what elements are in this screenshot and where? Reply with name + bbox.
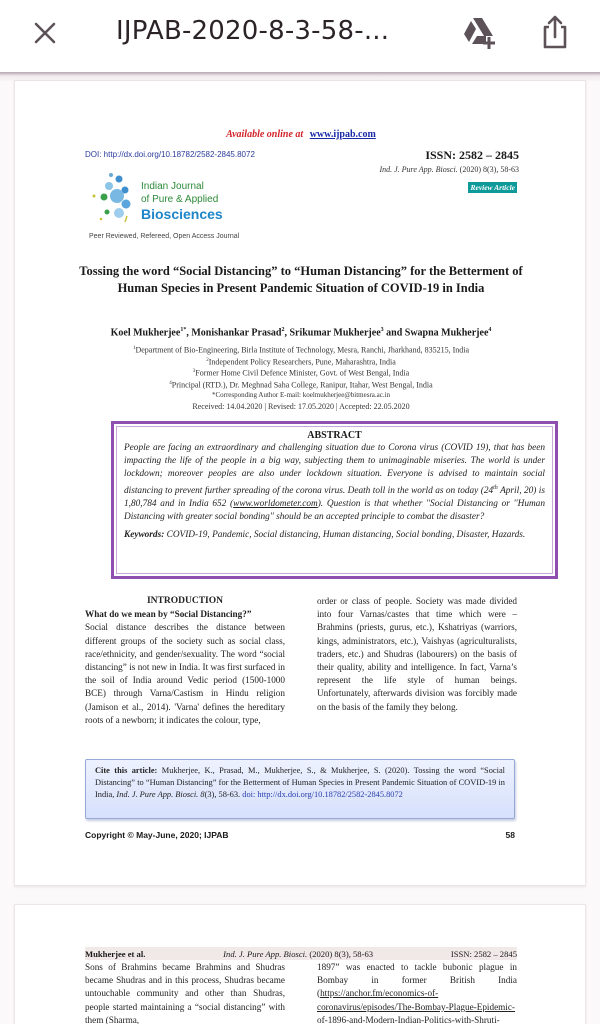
app-bar-shadow — [0, 72, 600, 82]
doi-text[interactable]: DOI: http://dx.doi.org/10.18782/2582-2845.8072 — [85, 150, 255, 159]
abstract-text-part: April, 20) is 1,80,784 and in India 652 ( — [124, 485, 545, 509]
running-journal-detail: (2020) 8(3), 58-63 — [307, 948, 374, 959]
abstract-heading: ABSTRACT — [307, 430, 362, 441]
author-sup: 2 — [281, 327, 285, 333]
paper-title: Tossing the word “Social Distancing” to “Human Distancing” for the Betterment of Human Species in Present Pandemic Situation of COVID-19 in India — [79, 264, 523, 295]
logo-dots-icon — [89, 169, 135, 225]
author-list — [55, 327, 547, 338]
abstract-sup: th — [493, 484, 498, 491]
review-article-badge: Review Article — [470, 183, 515, 192]
intro-right-text: order or class of people. Society was made divided into four Varnas/castes that time which were – Brahmins (priests, gurus, etc.), Kshatriyas (warriors, kings, administrators, etc.), Vaishyas (agriculturalists, traders, etc.) and Shudras (labourers) on the basis of their quality, ability and intelligence. In fact, Varna’s represent the life style of human beings. Unfortunately, afterwards division was forcibly made on the basis of the family they belong. — [317, 596, 517, 712]
cite-text: Mukherjee, K., Prasad, M., Mukherjee, S., & Mukherjee, S. (2020). Tossing the word “Social Distancing” to “Human Distancing” for the Betterment of Human Species in Present Pandemic Situation of COVID-19 in India, — [95, 766, 505, 799]
journal-name: Ind. J. Pure App. Biosci. — [379, 165, 458, 174]
affiliation-sup: 4 — [169, 381, 172, 386]
author-sup: 3 — [380, 327, 384, 333]
intro-right-column — [317, 595, 517, 714]
keywords — [124, 529, 545, 542]
affiliation-text: Principal (RTD.), Dr. Meghnad Saha College, Ranipur, Itahar, West Bengal, India — [171, 380, 433, 390]
affiliation-4 — [55, 378, 547, 391]
logo-tagline: Peer Reviewed, Refereed, Open Access Journal — [89, 233, 240, 240]
author-separator: , — [284, 327, 290, 339]
abstract-box — [111, 421, 558, 579]
anchor-fm-link[interactable]: https://anchor.fm/economics-of-coronavirus/episodes/The-Bombay-Plague-Epidemic-of-1896-and-Modern-Indian-Politics-with-Shruti- — [317, 988, 515, 1024]
close-icon[interactable] — [30, 18, 60, 48]
author-sup: 4 — [488, 327, 492, 333]
logo-line-1: Indian Journal — [141, 181, 204, 192]
available-label: Available online at — [226, 129, 304, 140]
cite-volume: 8 — [198, 790, 205, 799]
abstract-text — [124, 442, 545, 524]
affiliation-text: Independent Policy Researchers, Pune, Maharashtra, India — [208, 357, 396, 367]
app-bar — [0, 0, 600, 72]
affiliation-sup: 2 — [206, 358, 209, 363]
running-header-issn: ISSN: 2582 – 2845 — [450, 948, 517, 959]
affiliation-text: Department of Bio-Engineering, Birla Institute of Technology, Mesra, Ranchi, Jharkhand, 835215, India — [135, 345, 470, 355]
keywords-label: Keywords: — [124, 530, 165, 541]
author-name: Srikumar Mukherjee — [289, 327, 381, 339]
author-sup: 1* — [180, 327, 187, 333]
author-name: Monishankar Prasad — [191, 327, 282, 339]
add-to-drive-icon[interactable] — [460, 16, 498, 50]
issn-text: ISSN: 2582 – 2845 — [425, 148, 519, 162]
affiliation-text: Former Home Civil Defence Minister, Govt. of West Bengal, India — [195, 368, 410, 378]
page2-right-text: 1897” was enacted to tackle bubonic plague in Bombay in former British India ( — [317, 962, 517, 999]
intro-left-column — [85, 595, 285, 727]
cite-doi-link[interactable]: doi: http://dx.doi.org/10.18782/2582-2845.8072 — [242, 790, 403, 799]
journal-logo — [89, 169, 249, 241]
copyright-footer: Copyright © May-June, 2020; IJPAB — [85, 830, 229, 840]
page2-left-column: Sons of Brahmins became Brahmins and Shudras became Shudras and in this process, Shudras became untouchable community and other than Shudras, people started maintaining a “social distancing” with them (Sharma, — [85, 962, 285, 1024]
author-name: Swapna Mukherjee — [404, 327, 489, 339]
author-separator: and — [383, 327, 405, 339]
logo-line-3: Biosciences — [141, 206, 223, 222]
journal-volume: (2020) 8(3), 58-63 — [459, 165, 519, 174]
share-icon[interactable] — [540, 14, 570, 50]
page2-right-column — [317, 961, 517, 1024]
affiliation-sup: 3 — [192, 369, 196, 374]
affiliation-3 — [55, 366, 547, 379]
logo-line-2: of Pure & Applied — [141, 194, 219, 205]
author-separator: , — [186, 327, 192, 339]
article-dates: Received: 14.04.2020 | Revised: 17.05.2020 | Accepted: 22.05.2020 — [192, 402, 410, 411]
running-header — [85, 947, 517, 960]
pdf-page-1[interactable] — [14, 80, 586, 886]
introduction-heading: INTRODUCTION — [146, 596, 223, 606]
pdf-page-2[interactable] — [14, 904, 586, 1024]
cite-pages: (3), 58-63. — [204, 790, 243, 799]
available-online — [15, 129, 587, 140]
page-number: 58 — [505, 830, 515, 840]
journal-citation — [379, 165, 519, 174]
journal-website-link[interactable]: www.ijpab.com — [309, 129, 376, 140]
author-name: Koel Mukherjee — [110, 327, 181, 339]
document-title: IJPAB-2020-8-3-58-... — [116, 16, 390, 46]
cite-label: Cite this article: — [95, 766, 158, 775]
worldometer-link[interactable]: www.worldometer.com — [233, 498, 318, 509]
affiliation-1 — [55, 343, 547, 356]
abstract-text-part: ). Question is that whether ''Social Distancing or ''Human Distancing with greater social bonding'' should be an accepted principle to combat the disaster? — [124, 498, 545, 523]
corresponding-author: *Corresponding Author E-mail: koelmukherjee@bitmesra.ac.in — [211, 391, 391, 399]
introduction-subheading: What do we mean by “Social Distancing?” — [85, 609, 252, 620]
cite-this-article-box — [85, 759, 515, 819]
running-journal-name: Ind. J. Pure App. Biosci. — [223, 948, 308, 959]
keywords-list: COVID-19, Pandemic, Social distancing, Human distancing, Social bonding, Disaster, Hazards. — [164, 530, 526, 541]
running-header-journal — [223, 949, 373, 959]
intro-left-text: Social distance describes the distance between different groups of the society such as social class, race/ethnicity, and gender/sexuality. The word “social distancing” is not new in India. It was first surfaced in the soil of India around Vedic period (1500-1000 BCE) through Varna/Castism in Hindu religion (Jamison et al., 2014). 'Varna' defines the hereditary roots of a newborn; it indicates the colour, type, — [85, 622, 285, 725]
abstract-text-part: People are facing an extraordinary and challenging situation due to Corona virus (COVID 19), that has been impacting the life of the people in a big way, subjecting them to unimaginable miseries. The world is under lockdown; moreover peoples are also under lockdown situation. Everyone is advised to maintain social distancing to prevent further spreading of the corona virus. Death toll in the world as on today (24 — [124, 443, 545, 496]
cite-journal: Ind. J. Pure App. Biosci. — [116, 790, 199, 799]
running-header-authors: Mukherjee et al. — [85, 948, 146, 959]
affiliation-sup: 1 — [132, 346, 136, 351]
